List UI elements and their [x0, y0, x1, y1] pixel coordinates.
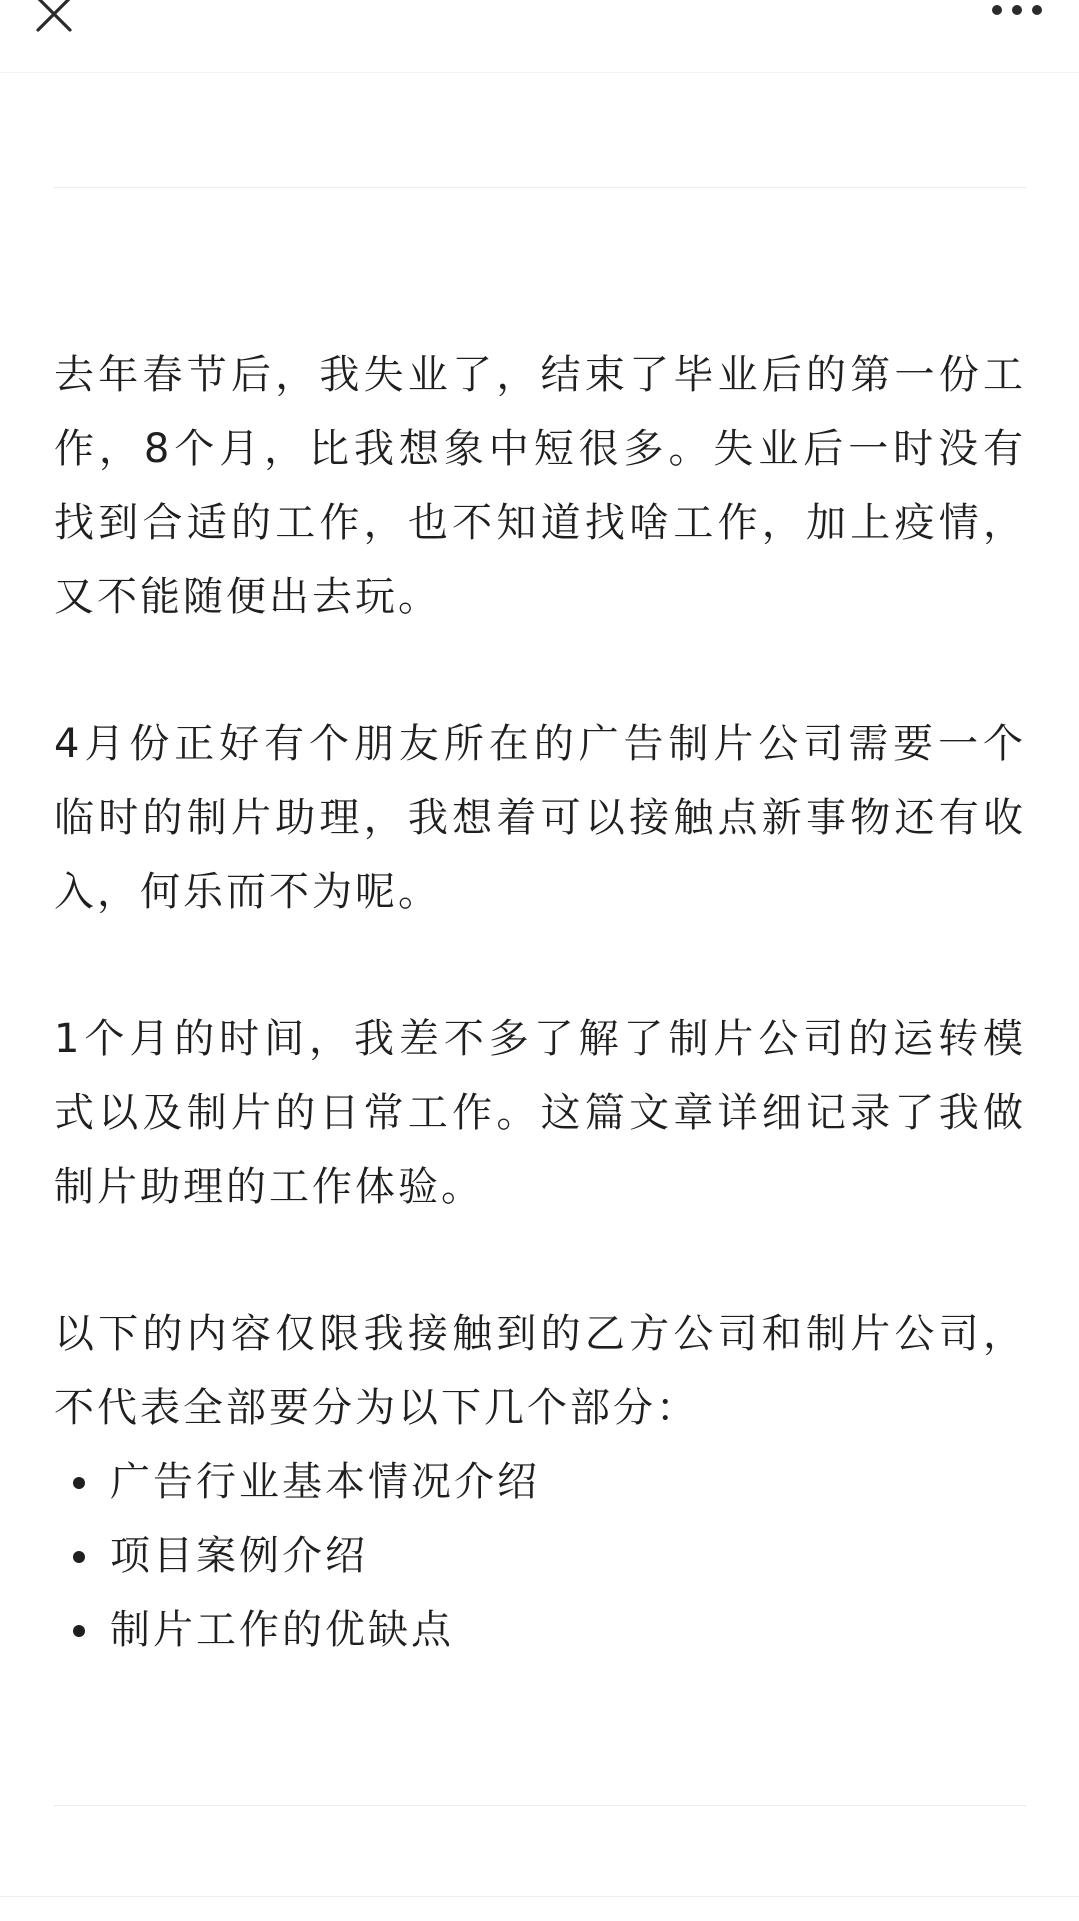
close-icon: [30, 0, 80, 40]
bullet-icon: [73, 1477, 85, 1489]
bullet-icon: [73, 1551, 85, 1563]
close-button[interactable]: [30, 0, 80, 40]
list-item-text: 广告行业基本情况介绍: [110, 1459, 540, 1505]
outline-list: [54, 1445, 1026, 1667]
paragraph: 1个月的时间，我差不多了解了制片公司的运转模式以及制片的日常工作。这篇文章详细记录了我做制片助理的工作体验。: [54, 1016, 1026, 1210]
more-button[interactable]: [985, 0, 1049, 30]
paragraph: 去年春节后，我失业了，结束了毕业后的第一份工作，8个月，比我想象中短很多。失业后一时没有找到合适的工作，也不知道找啥工作，加上疫情，又不能随便出去玩。: [54, 352, 1026, 620]
paragraph: 4月份正好有个朋友所在的广告制片公司需要一个临时的制片助理，我想着可以接触点新事物还有收入，何乐而不为呢。: [54, 721, 1026, 915]
page-bottom-border: [0, 1896, 1079, 1897]
list-item-text: 制片工作的优缺点: [110, 1607, 454, 1653]
list-item: [54, 1519, 1026, 1593]
bottom-divider: [54, 1805, 1026, 1806]
bullet-icon: [73, 1625, 85, 1637]
outline-intro: 以下的内容仅限我接触到的乙方公司和制片公司，不代表全部要分为以下几个部分：: [54, 1311, 1026, 1431]
article-body: [54, 338, 1026, 1667]
top-bar: [0, 0, 1079, 73]
list-item-text: 项目案例介绍: [110, 1533, 368, 1579]
list-item: [54, 1445, 1026, 1519]
list-item: [54, 1593, 1026, 1667]
top-divider: [54, 187, 1026, 188]
more-icon: [985, 0, 1049, 30]
